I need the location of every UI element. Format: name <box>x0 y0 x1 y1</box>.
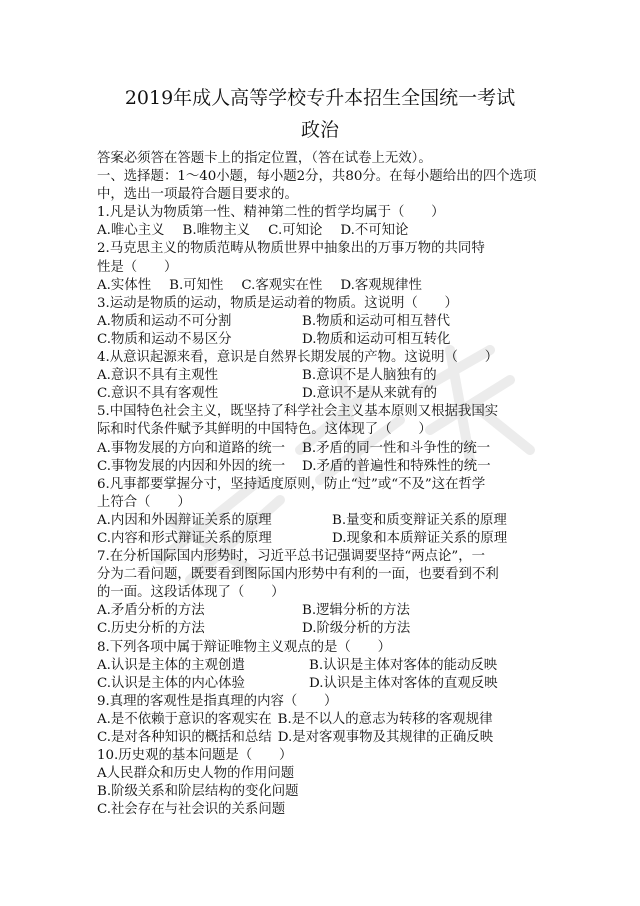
question-stem: 的一面。这段话体现了（ ） <box>97 585 285 601</box>
answer-option: B.意识不是人脑独有的 <box>302 368 437 384</box>
answer-option: C.社会存在与社会识的关系问题 <box>97 802 286 818</box>
option-row <box>97 620 547 638</box>
question-stem: 5.中国特色社会主义，既坚持了科学社会主义基本原则又根据我国实 <box>97 404 499 420</box>
question-4 <box>97 349 547 403</box>
exam-title: 2019年成人高等学校专升本招生全国统一考试 <box>124 87 516 109</box>
answer-option: C.物质和运动不易区分 <box>97 331 232 347</box>
answer-option: C.是对各种知识的概括和总结 <box>97 730 272 745</box>
option-row <box>97 458 547 476</box>
answer-option: D.阶级分析的方法 <box>302 621 411 637</box>
question-stem: 际和时代条件赋予其鲜明的中国特色。这体现了（ ） <box>97 422 432 438</box>
question-6 <box>97 476 547 548</box>
question-stem: 上符合（ ） <box>97 494 191 510</box>
question-9 <box>97 693 547 747</box>
answer-option: D.现象和本质辩证关系的原理 <box>332 530 508 546</box>
answer-option: C.事物发展的内因和外因的统一 <box>97 458 286 474</box>
answer-option: C.客观实在性 <box>241 277 323 293</box>
answer-option: A.物质和运动不可分割 <box>97 313 232 329</box>
option-row <box>97 657 547 675</box>
answer-option: B.矛盾的同一性和斗争性的统一 <box>302 440 491 456</box>
option-row <box>97 711 547 729</box>
option-row <box>97 367 547 385</box>
answer-option: A.唯心主义 <box>97 223 165 239</box>
answer-option: A.矛盾分析的方法 <box>97 603 205 619</box>
question-stem: 9.真理的客观性是指真理的内容（ ） <box>97 693 338 709</box>
answer-option: D.物质和运动可相互转化 <box>302 331 451 347</box>
answer-option: B.认识是主体对客体的能动反映 <box>309 657 498 673</box>
question-stem: 1.凡是认为物质第一性、精神第二性的哲学均属于（ ） <box>97 205 445 221</box>
answer-option: B.是不以人的意志为转移的客观规律 <box>277 711 493 727</box>
option-row <box>97 801 547 819</box>
option-row <box>97 729 547 747</box>
option-row <box>97 313 547 331</box>
answer-option: C.认识是主体的内心体验 <box>97 675 245 691</box>
option-row <box>97 675 547 693</box>
answer-option: D.是对客观事物及其规律的正确反映 <box>277 730 494 745</box>
exam-subject: 政治 <box>300 119 339 141</box>
option-row <box>97 331 547 349</box>
question-2 <box>97 240 547 294</box>
answer-option: D.认识是主体对客体的直观反映 <box>309 675 498 691</box>
question-10 <box>97 747 547 819</box>
option-row <box>97 440 547 458</box>
answer-option: D.客观规律性 <box>340 277 422 293</box>
answer-option: A.实体性 <box>97 277 152 293</box>
question-1 <box>97 204 547 240</box>
answer-option: B.物质和运动可相互替代 <box>302 313 451 329</box>
answer-option: D.意识不是从来就有的 <box>302 386 438 402</box>
instruction-section-one: 一、选择题：1～40小题，每小题2分，共80分。在每小题给出的四个选项中，选出一项最符合题目要求的。 <box>97 169 537 203</box>
question-stem: 性是（ ） <box>97 259 178 275</box>
question-7 <box>97 548 547 638</box>
answer-option: B.唯物主义 <box>182 223 251 239</box>
option-row <box>97 277 547 295</box>
answer-option: D.矛盾的普遍性和特殊性的统一 <box>302 458 491 474</box>
option-row <box>97 385 547 403</box>
instruction-answer-sheet: 答案必须答在答题卡上的指定位置，（答在试卷上无效）。 <box>97 151 432 166</box>
option-row <box>97 602 547 620</box>
answer-option: C.意识不具有客观性 <box>97 386 219 402</box>
answer-option: C.历史分析的方法 <box>97 621 205 637</box>
question-stem: 8.下列各项中属于辩证唯物主义观点的是（ ） <box>97 639 391 655</box>
option-row <box>97 783 547 801</box>
answer-option: A.内因和外因辩证关系的原理 <box>97 512 272 528</box>
answer-option: B.可知性 <box>169 277 224 293</box>
option-row <box>97 222 547 240</box>
question-stem: 分为二看问题，既要看到图际国内形势中有利的一面，也要看到不利 <box>97 567 499 583</box>
question-8 <box>97 639 547 693</box>
question-stem: 2.马克思主义的物质范畴从物质世界中抽象出的万事万物的共同特 <box>97 241 485 257</box>
answer-option: C.可知论 <box>268 223 323 239</box>
question-5 <box>97 403 547 475</box>
option-row <box>97 512 547 530</box>
exam-content <box>97 150 547 819</box>
question-stem: 6.凡事都要掌握分寸，坚持适度原则，防止“过”或“不及”这在哲学 <box>97 476 486 492</box>
answer-option: B.阶级关系和阶层结构的变化问题 <box>97 784 299 800</box>
option-row <box>97 530 547 548</box>
question-3 <box>97 295 547 349</box>
question-stem: 3.运动是物质的运动，物质是运动着的物质。这说明（ ） <box>97 295 458 311</box>
question-stem: 10.历史观的基本问题是（ ） <box>97 748 293 764</box>
option-row <box>97 765 547 783</box>
answer-option: A.是不依赖于意识的客观实在 <box>97 711 272 727</box>
answer-option: C.内容和形式辩证关系的原理 <box>97 530 272 546</box>
answer-option: B.量变和质变辩证关系的原理 <box>332 512 507 528</box>
answer-option: D.不可知论 <box>340 223 409 239</box>
answer-option: A.意识不具有主观性 <box>97 368 219 384</box>
answer-option: A.事物发展的方向和道路的统一 <box>97 440 286 456</box>
question-stem: 4.从意识起源来看，意识是自然界长期发展的产物。这说明（ ） <box>97 350 499 366</box>
answer-option: A.认识是主体的主观创遣 <box>97 657 245 673</box>
question-list <box>97 204 547 819</box>
answer-option: B.逻辑分析的方法 <box>302 603 410 619</box>
answer-option: A人民群众和历史人物的作用问题 <box>97 766 295 782</box>
question-stem: 7.在分析国际国内形势时，习近平总书记强调要坚持“两点论”，一 <box>97 549 486 565</box>
